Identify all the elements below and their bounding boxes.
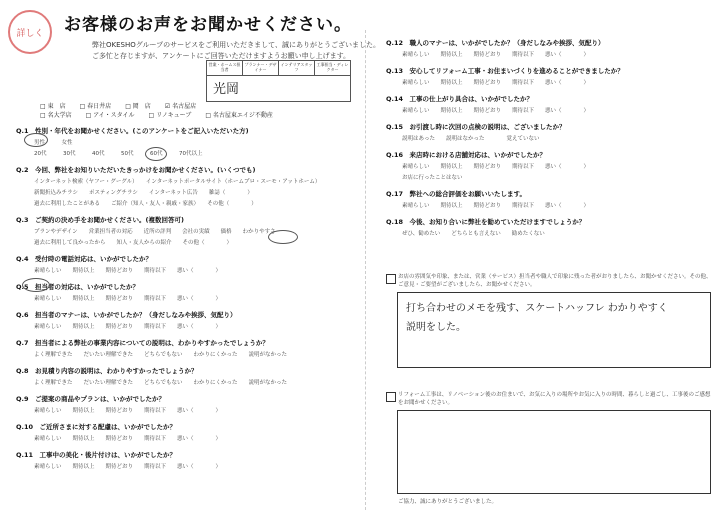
staff-name-handwritten: 光岡 xyxy=(213,82,240,97)
staff-header-sales: 営業・ホームス担当者 xyxy=(207,61,243,75)
question-label: Q.1 性別・年代をお聞かせください。(このアンケートをご記入いただいた方) xyxy=(16,127,249,135)
handwritten-comment-line-1: 打ち合わせのメモを残す、スケートハッフレ わかりやすく xyxy=(406,303,668,314)
answer-circle-mark xyxy=(22,278,50,292)
answer-options[interactable]: 素晴らしい 期待以上 期待どおり 期待以下 悪い（ ） xyxy=(402,80,590,86)
question-label: Q.17 弊社への総合評価をお願いいたします。 xyxy=(386,190,527,198)
question-block xyxy=(386,38,716,58)
intro-line-2: ご多忙と存じますが、アンケートにご回答いただけますようお願い申し上げます。 xyxy=(92,52,351,60)
answer-options[interactable]: 素晴らしい 期待以上 期待どおり 期待以下 悪い（ ） xyxy=(402,164,590,170)
question-block xyxy=(16,126,361,157)
answer-options[interactable]: 素晴らしい 期待以上 期待どおり 期待以下 悪い（ ） xyxy=(402,52,590,58)
store-option[interactable]: ☑ 名古屋店 xyxy=(164,103,197,110)
question-block xyxy=(386,122,716,142)
answer-options[interactable]: お店に行ったことはない xyxy=(402,175,463,181)
question-label: Q.14 工事の仕上がり具合は、いかがでしたか？ xyxy=(386,95,534,103)
answer-options[interactable]: 素晴らしい 期待以上 期待どおり 期待以下 悪い（ ） xyxy=(34,268,222,274)
stamp-text: 詳しく xyxy=(16,28,44,39)
question-block xyxy=(16,422,361,442)
answer-options[interactable]: 素晴らしい 期待以上 期待どおり 期待以下 悪い（ ） xyxy=(34,464,222,470)
question-block xyxy=(386,66,716,86)
question-block xyxy=(16,366,361,386)
question-label: Q.13 安心してリフォーム工事・お住まいづくりを進めることができましたか？ xyxy=(386,67,624,75)
question-label: Q.12 職人のマナーは、いかがでしたか？（身だしなみや挨拶、気配り） xyxy=(386,39,605,47)
intro-line-1: 弊社OKESHOグループのサービスをご利用いただきまして、誠にありがとうございました。 xyxy=(92,41,381,49)
answer-options[interactable]: 素晴らしい 期待以上 期待どおり 期待以下 悪い（ ） xyxy=(34,408,222,414)
left-question-column xyxy=(16,126,361,478)
comment-prompt: お店の雰囲気や印象、または、営業（サービス）担当者や職人で印象に残った者がおりましたら、お聞かせください。その他、ご意見・ご要望がございましたら、お聞かせください。 xyxy=(398,274,712,288)
store-checkboxes xyxy=(40,102,360,120)
store-option[interactable]: □ 名大学店 xyxy=(40,112,72,119)
answer-options[interactable]: 男性 女性 xyxy=(34,140,73,146)
answer-circle-mark xyxy=(145,147,167,161)
question-label: Q.4 受付時の電話対応は、いかがでしたか？ xyxy=(16,255,153,263)
question-block xyxy=(386,150,716,181)
answer-options[interactable]: 説明はあった 説明はなかった 覚えていない xyxy=(402,136,540,142)
question-block xyxy=(16,450,361,470)
question-block xyxy=(16,310,361,330)
answer-options[interactable]: 素晴らしい 期待以上 期待どおり 期待以下 悪い（ ） xyxy=(34,324,222,330)
question-label: Q.15 お引渡し時に次回の点検の説明は、ございましたか？ xyxy=(386,123,566,131)
question-block xyxy=(16,282,361,302)
thank-you-footer: ご協力、誠にありがとうございました。 xyxy=(398,499,498,505)
question-label: Q.10 ご近所さまに対する配慮は、いかがでしたか？ xyxy=(16,423,177,431)
question-block xyxy=(16,338,361,358)
store-option[interactable]: □ 春日井店 xyxy=(79,103,112,110)
answer-options[interactable]: 素晴らしい 期待以上 期待どおり 期待以下 悪い（ ） xyxy=(34,296,222,302)
handwritten-comment-line-2: 説明をした。 xyxy=(406,322,466,333)
staff-header-interior: インテリアスタッフ xyxy=(279,61,315,75)
question-label: Q.5 担当者の対応は、いかがでしたか？ xyxy=(16,283,140,291)
answer-options[interactable]: 新聞折込みチラシ ポスティングチラシ インターネット広告 雑誌（ ） xyxy=(34,190,253,196)
question-block xyxy=(16,165,361,207)
question-label: Q.18 今後、お知り合いに弊社を勧めていただけますでしょうか？ xyxy=(386,218,586,226)
answer-options[interactable]: 素晴らしい 期待以上 期待どおり 期待以下 悪い（ ） xyxy=(402,108,590,114)
question-label: Q.2 今回、弊社をお知りいただいたきっかけをお聞かせください。(いくつでも) xyxy=(16,166,256,174)
store-option[interactable]: □ 岡 店 xyxy=(125,103,151,110)
impressions-checkbox[interactable] xyxy=(386,392,396,402)
answer-options[interactable]: インターネット検索（ヤフー・グーグル） インターネットポータルサイト（ホームプロ・スーモ・アットホーム） xyxy=(34,179,321,185)
answer-circle-mark xyxy=(268,230,298,244)
column-divider xyxy=(365,30,366,510)
answer-options[interactable]: ぜひ、勧めたい どちらとも言えない 勧めたくない xyxy=(402,231,545,237)
store-option[interactable]: □ リノキューブ xyxy=(148,112,192,119)
store-option[interactable]: □ 東 店 xyxy=(40,103,66,110)
question-label: Q.8 お見積り内容の説明は、わかりやすかったでしょうか？ xyxy=(16,367,198,375)
answer-options[interactable]: 20代 30代 40代 50代 60代 70代以上 xyxy=(34,151,203,157)
answer-options[interactable]: 素晴らしい 期待以上 期待どおり 期待以下 悪い（ ） xyxy=(34,436,222,442)
question-label: Q.11 工事中の美化・後片付けは、いかがでしたか？ xyxy=(16,451,177,459)
answer-circle-mark xyxy=(24,133,48,147)
page-title: お客様のお声をお聞かせください。 xyxy=(64,15,352,35)
question-label: Q.16 来店時における店舗対応は、いかがでしたか？ xyxy=(386,151,547,159)
comment-box[interactable] xyxy=(397,292,711,368)
question-block xyxy=(386,217,716,237)
question-label: Q.7 担当者による弊社の事業内容についての説明は、わかりやすかったでしょうか？ xyxy=(16,339,269,347)
question-label: Q.3 ご契約の決め手をお聞かせください。(複数回答可) xyxy=(16,216,184,224)
store-option[interactable]: □ アイ・スタイル xyxy=(85,112,135,119)
impressions-prompt: リフォーム工事は、リノベーション後のお住まいで、お気に入りの場所やお気に入りの時間、暮らしと過ごし、工事後のご感想をお聞かせください。 xyxy=(398,392,711,406)
staff-header-planner: プランナー・デザイナー xyxy=(243,61,279,75)
comment-checkbox[interactable] xyxy=(386,274,396,284)
question-block xyxy=(16,394,361,414)
right-question-column xyxy=(386,38,716,245)
staff-name-box xyxy=(206,60,351,102)
answer-options[interactable]: プランやデザイン 営業担当者の対応 近所の評判 会社の実績 価格 わかりやすさ xyxy=(34,229,276,235)
answer-options[interactable]: よく理解できた だいたい理解できた どちらでもない わかりにくかった 説明がなかった xyxy=(34,352,287,358)
answer-options[interactable]: 過去に利用したことがある ご紹介（知人・友人・親戚・家族） その他（ ） xyxy=(34,201,257,207)
answer-options[interactable]: 素晴らしい 期待以上 期待どおり 期待以下 悪い（ ） xyxy=(402,203,590,209)
store-option[interactable]: □ 名古屋東エイジ不動産 xyxy=(205,112,273,119)
staff-header-construction: 工事担当・ディレクター xyxy=(316,62,349,72)
answer-options[interactable]: よく理解できた だいたい理解できた どちらでもない わかりにくかった 説明がなかった xyxy=(34,380,287,386)
question-label: Q.9 ご提案の商品やプランは、いかがでしたか？ xyxy=(16,395,166,403)
stamp-logo xyxy=(8,10,52,54)
impressions-box[interactable] xyxy=(397,410,711,494)
question-block xyxy=(16,215,361,246)
question-block xyxy=(386,94,716,114)
answer-options[interactable]: 過去に利用して良かったから 知人・友人からの紹介 その他（ ） xyxy=(34,240,233,246)
question-block xyxy=(386,189,716,209)
question-block xyxy=(16,254,361,274)
question-label: Q.6 担当者のマナーは、いかがでしたか？（身だしなみや挨拶、気配り） xyxy=(16,311,237,319)
